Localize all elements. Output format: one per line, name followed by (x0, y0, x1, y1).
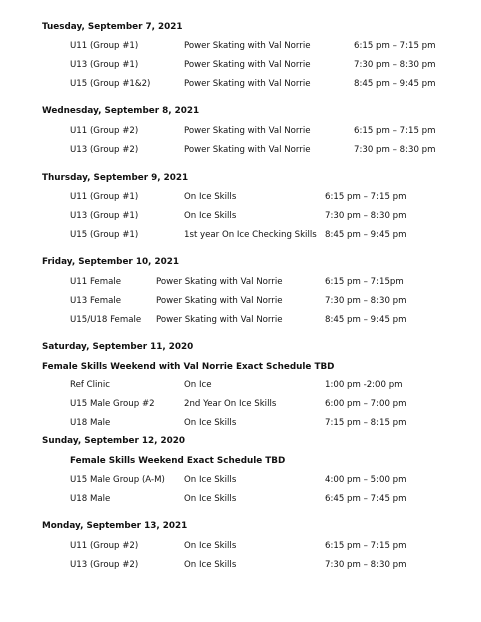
activity-cell: On Ice Skills (184, 560, 237, 570)
group-cell: U18 Male (70, 494, 111, 504)
time-cell: 6:00 pm – 7:00 pm (325, 399, 407, 409)
time-cell: 7:15 pm – 8:15 pm (325, 418, 407, 428)
group-cell: U11 (Group #2) (70, 126, 139, 136)
activity-cell: Power Skating with Val Norrie (156, 277, 283, 287)
group-cell: U15 (Group #1&2) (70, 79, 151, 89)
group-cell: U13 (Group #2) (70, 145, 139, 155)
time-cell: 7:30 pm – 8:30 pm (354, 60, 436, 70)
group-cell: U15 Male Group #2 (70, 399, 155, 409)
group-cell: U13 (Group #1) (70, 60, 139, 70)
schedule-row (0, 417, 481, 429)
time-cell: 6:15 pm – 7:15 pm (325, 192, 407, 202)
group-cell: U11 (Group #1) (70, 192, 139, 202)
schedule-row (0, 295, 481, 307)
day-heading: Wednesday, September 8, 2021 (42, 106, 200, 116)
schedule-row (0, 144, 481, 156)
activity-cell: On Ice Skills (184, 494, 237, 504)
time-cell: 7:30 pm – 8:30 pm (325, 211, 407, 221)
time-cell: 7:30 pm – 8:30 pm (354, 145, 436, 155)
schedule-row (0, 191, 481, 203)
day-heading: Monday, September 13, 2021 (42, 521, 188, 531)
schedule-row (0, 276, 481, 288)
schedule-row (0, 540, 481, 552)
group-cell: U15/U18 Female (70, 315, 142, 325)
group-cell: Ref Clinic (70, 380, 110, 390)
schedule-row (0, 379, 481, 391)
activity-cell: Power Skating with Val Norrie (184, 41, 311, 51)
time-cell: 6:45 pm – 7:45 pm (325, 494, 407, 504)
group-cell: U13 (Group #1) (70, 211, 139, 221)
schedule-row (0, 314, 481, 326)
schedule-row (0, 398, 481, 410)
activity-cell: Power Skating with Val Norrie (156, 315, 283, 325)
time-cell: 7:30 pm – 8:30 pm (325, 296, 407, 306)
group-cell: U11 Female (70, 277, 122, 287)
schedule-row (0, 493, 481, 505)
activity-cell: Power Skating with Val Norrie (184, 126, 311, 136)
time-cell: 4:00 pm – 5:00 pm (325, 475, 407, 485)
day-heading: Tuesday, September 7, 2021 (42, 22, 183, 32)
time-cell: 6:15 pm – 7:15pm (325, 277, 404, 287)
group-cell: U15 Male Group (A-M) (70, 475, 165, 485)
activity-cell: 1st year On Ice Checking Skills (184, 230, 317, 240)
activity-cell: Power Skating with Val Norrie (184, 60, 311, 70)
day-heading: Thursday, September 9, 2021 (42, 173, 189, 183)
time-cell: 8:45 pm – 9:45 pm (325, 315, 407, 325)
time-cell: 6:15 pm – 7:15 pm (354, 126, 436, 136)
schedule-row (0, 59, 481, 71)
schedule-row (0, 210, 481, 222)
time-cell: 7:30 pm – 8:30 pm (325, 560, 407, 570)
time-cell: 6:15 pm – 7:15 pm (354, 41, 436, 51)
group-cell: U11 (Group #2) (70, 541, 139, 551)
group-cell: U13 Female (70, 296, 122, 306)
day-heading: Saturday, September 11, 2020 (42, 342, 194, 352)
activity-cell: On Ice Skills (184, 475, 237, 485)
time-cell: 6:15 pm – 7:15 pm (325, 541, 407, 551)
time-cell: 8:45 pm – 9:45 pm (325, 230, 407, 240)
activity-cell: On Ice Skills (184, 541, 237, 551)
activity-cell: On Ice Skills (184, 211, 237, 221)
group-cell: U11 (Group #1) (70, 41, 139, 51)
schedule-row (0, 40, 481, 52)
activity-cell: On Ice Skills (184, 192, 237, 202)
schedule-row (0, 474, 481, 486)
group-cell: U13 (Group #2) (70, 560, 139, 570)
day-heading: Sunday, September 12, 2020 (42, 436, 186, 446)
schedule-row (0, 78, 481, 90)
activity-cell: On Ice (184, 380, 212, 390)
schedule-row (0, 229, 481, 241)
group-cell: U15 (Group #1) (70, 230, 139, 240)
schedule-row (0, 125, 481, 137)
activity-cell: On Ice Skills (184, 418, 237, 428)
activity-cell: Power Skating with Val Norrie (184, 145, 311, 155)
activity-cell: 2nd Year On Ice Skills (184, 399, 277, 409)
time-cell: 1:00 pm -2:00 pm (325, 380, 403, 390)
group-cell: U18 Male (70, 418, 111, 428)
activity-cell: Power Skating with Val Norrie (156, 296, 283, 306)
activity-cell: Power Skating with Val Norrie (184, 79, 311, 89)
event-subheading: Female Skills Weekend with Val Norrie Exact Schedule TBD (42, 362, 335, 372)
schedule-row (0, 559, 481, 571)
event-subheading: Female Skills Weekend Exact Schedule TBD (70, 456, 286, 466)
time-cell: 8:45 pm – 9:45 pm (354, 79, 436, 89)
day-heading: Friday, September 10, 2021 (42, 257, 179, 267)
